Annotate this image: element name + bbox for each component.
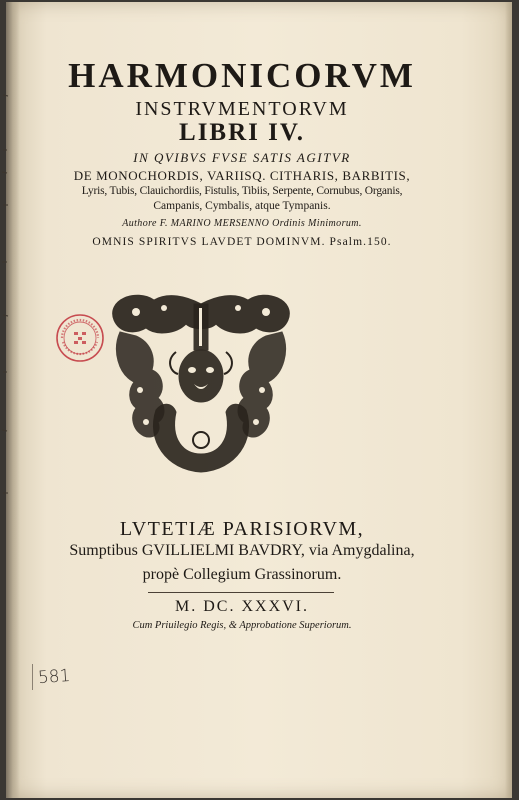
publication-year: M. DC. XXXVI. — [175, 598, 309, 615]
title-line-3: LIBRI IV. — [179, 119, 305, 146]
subtitle-line-1: IN QVIBVS FVSE SATIS AGITVR — [133, 150, 351, 165]
author-line: Authore F. MARINO MERSENNO Ordinis Minimorum. — [122, 218, 362, 229]
subtitle-line-2: DE MONOCHORDIS, VARIISQ. CITHARIS, BARBITIS, — [73, 168, 411, 183]
horizontal-rule — [148, 592, 334, 593]
imprint-location: propè Collegium Grassinorum. — [142, 566, 342, 583]
printer-ornament — [106, 290, 296, 480]
page-edge — [505, 2, 512, 798]
imprint-place: LVTETIÆ PARISIORVM, — [119, 518, 365, 540]
library-stamp — [54, 312, 106, 364]
imprint-publisher: Sumptibus GVILLIELMI BAVDRY, via Amygdalina, — [69, 542, 415, 559]
privilege-line: Cum Priuilegio Regis, & Approbatione Superiorum. — [132, 620, 352, 631]
motto-line: OMNIS SPIRITVS LAVDET DOMINVM. Psalm.150. — [92, 236, 392, 248]
title-line-2: INSTRVMENTORVM — [135, 98, 349, 120]
handwritten-shelfmark: 581 — [37, 665, 72, 689]
subtitle-line-4: Campanis, Cymbalis, atque Tympanis. — [153, 200, 331, 212]
subtitle-line-3: Lyris, Tubis, Clauichordiis, Fistulis, Tibiis, Serpente, Cornubus, Organis, — [81, 185, 403, 197]
title-line-1: HARMONICORVM — [68, 56, 416, 95]
